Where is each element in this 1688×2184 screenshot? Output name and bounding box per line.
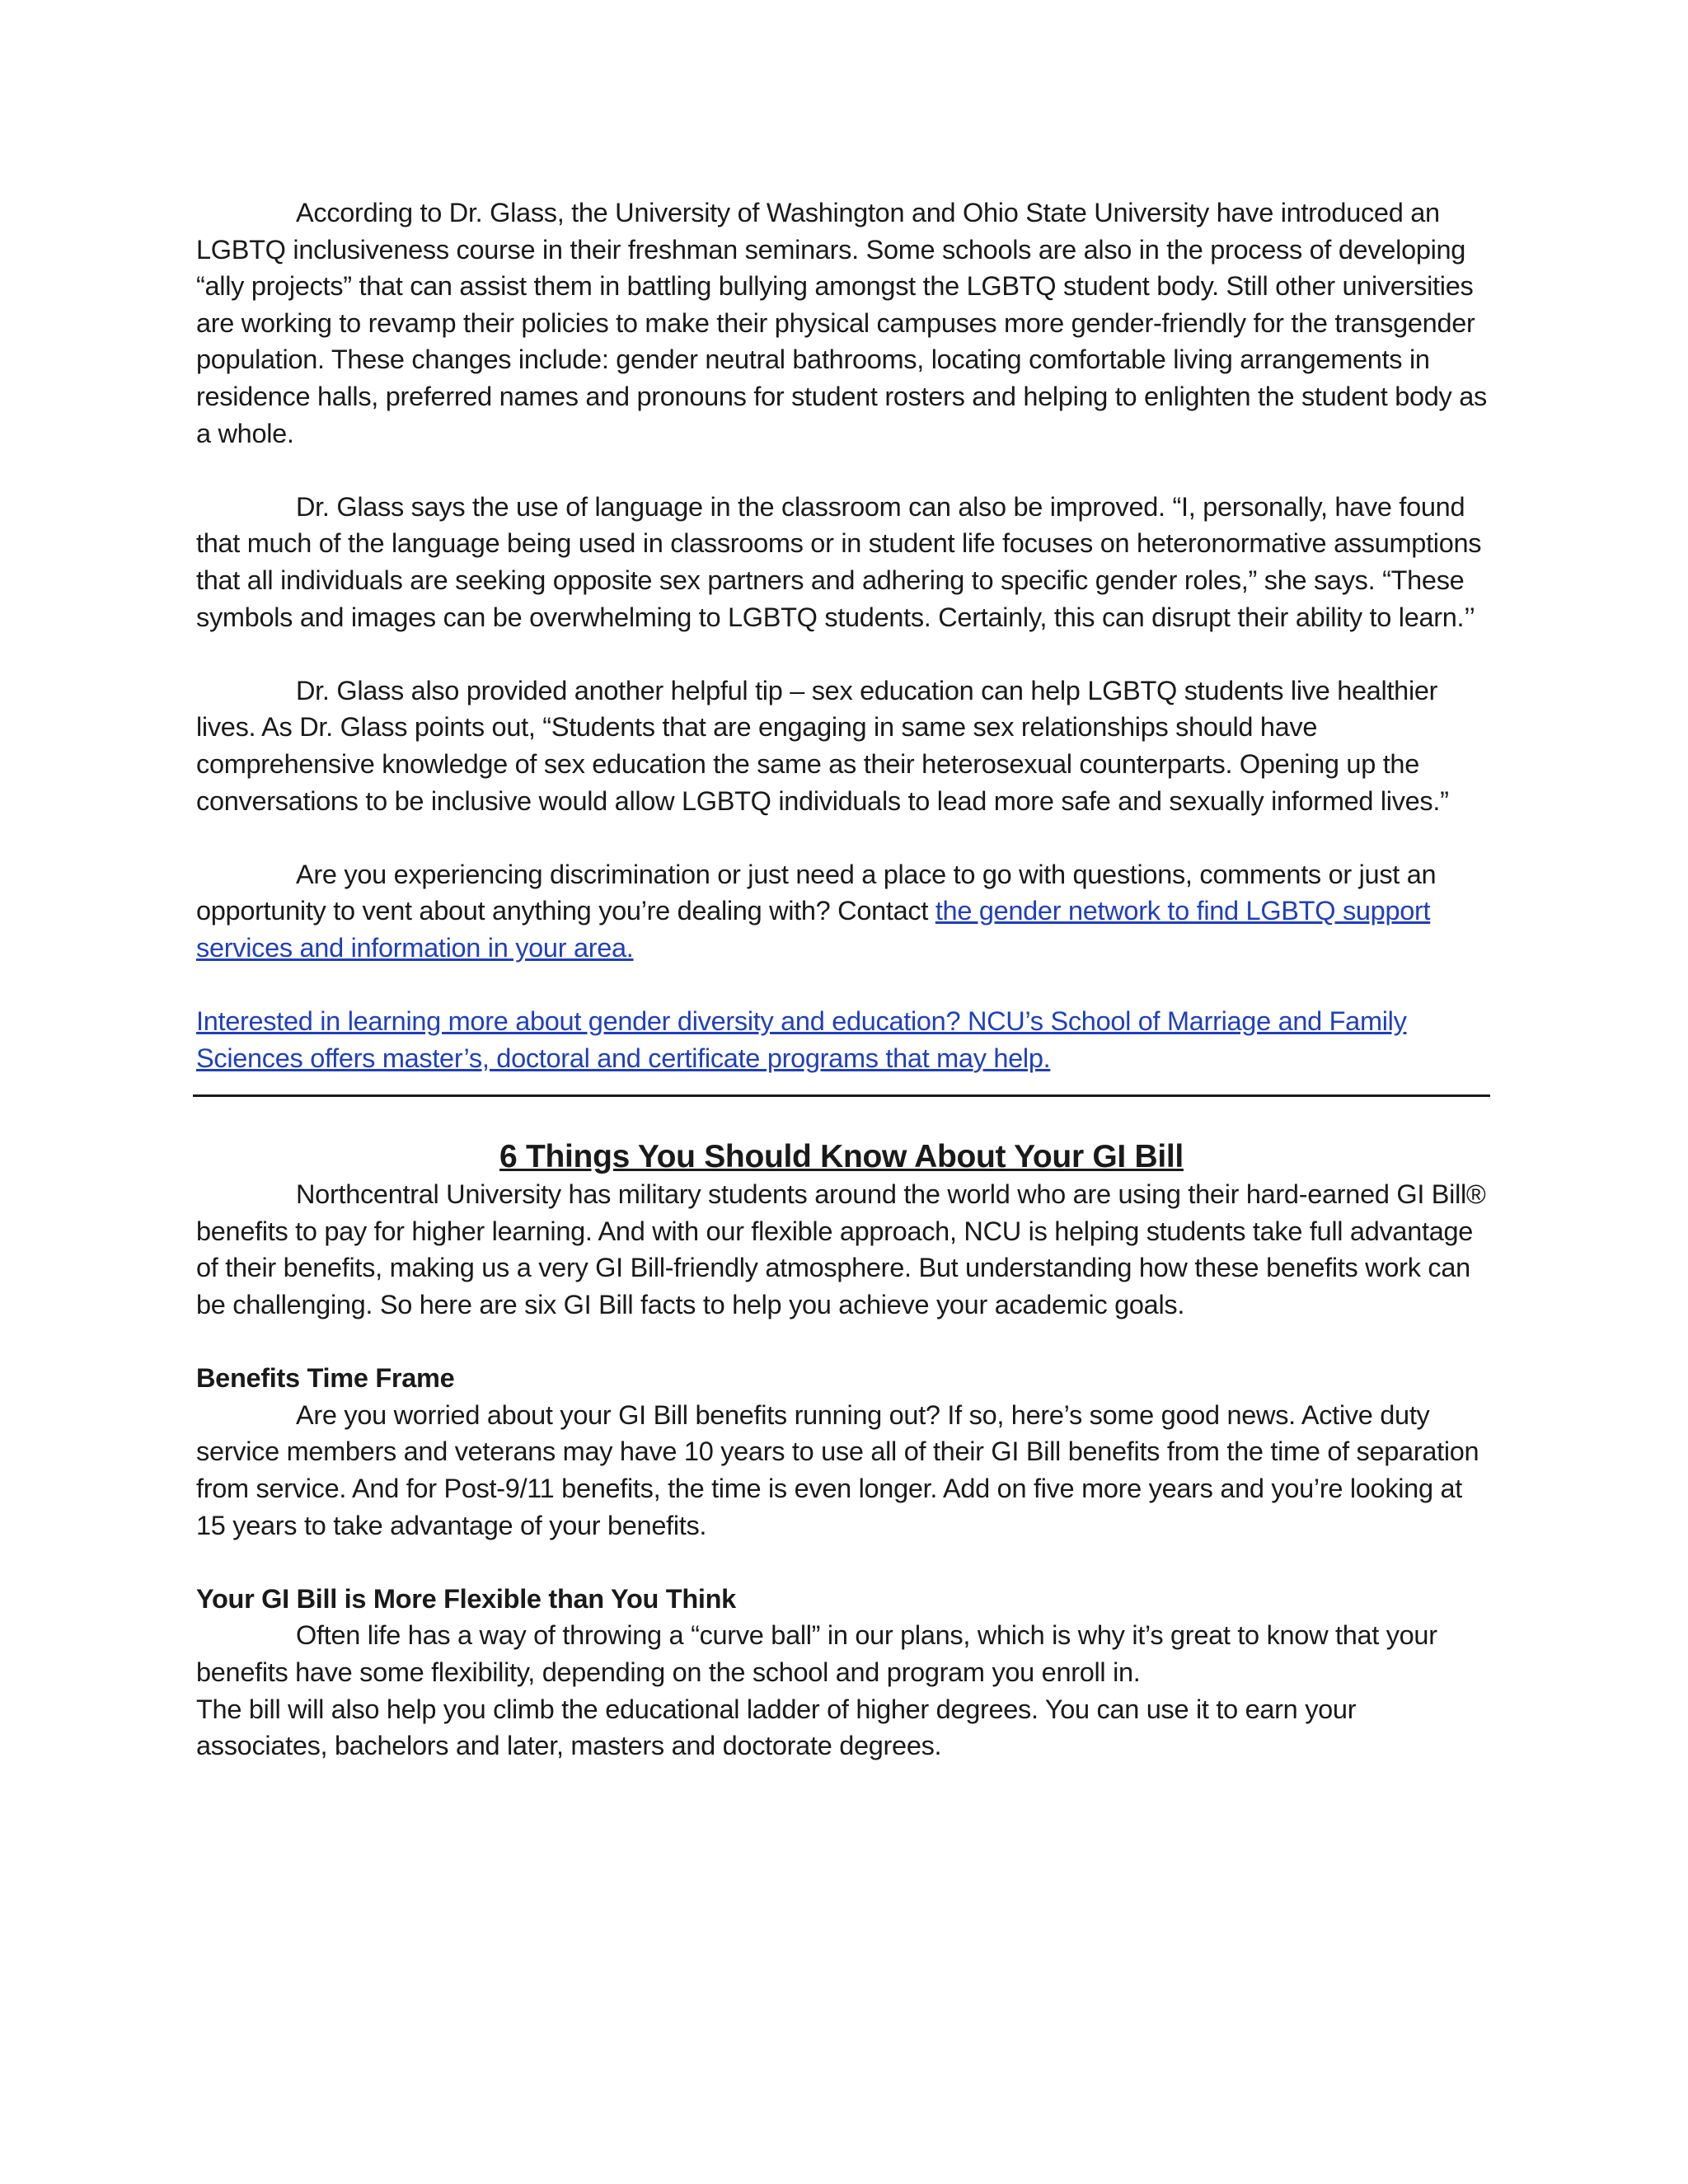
article-paragraph-4 [196,856,1487,967]
gi-bill-title: 6 Things You Should Know About Your GI Bill [499,1139,1184,1175]
gender-network-link[interactable]: the gender network to find LGBTQ support services and information in your area. [196,896,1431,963]
marriage-family-sciences-link[interactable]: Interested in learning more about gender diversity and education? NCU’s School of Marriage and Family Sciences offers master’s, doctoral and certificate programs that may help. [196,1006,1407,1073]
flexible-gi-bill-text-2: The bill will also help you climb the educational ladder of higher degrees. You can use it to earn your associates, bachelors and later, masters and doctorate degrees. [196,1694,1357,1761]
document-page [196,194,1487,1765]
article-paragraph-5 [196,1003,1487,1076]
benefits-time-frame-heading: Benefits Time Frame [196,1363,455,1394]
benefits-time-frame-text: Are you worried about your GI Bill benefits running out? If so, here’s some good news. Active duty service members and veterans may have 10 years to use all of their GI Bill benefits from the time of separation from service. And for Post-9/11 benefits, the time is even longer. Add on five more years and you’re looking at 15 years to take advantage of your benefits. [196,1399,1479,1540]
article-paragraph-2: Dr. Glass says the use of language in the classroom can also be improved. “I, personally, have found that much of the language being used in classrooms or in student life focuses on heteronormative assumptions that all individuals are seeking opposite sex partners and adhering to specific gender roles,” she says. “These symbols and images can be overwhelming to LGBTQ students. Certainly, this can disrupt their ability to learn.’’ [196,491,1482,632]
contact-text: Are you experiencing discrimination or just need a place to go with questions, comments or just an opportunity to vent about anything you’re dealing with? Contact [196,859,1437,926]
article-paragraph-1: According to Dr. Glass, the University of Washington and Ohio State University have introduced an LGBTQ inclusiveness course in their freshman seminars. Some schools are also in the process of developing “ally projects” that can assist them in battling bullying amongst the LGBTQ student body. Still other universities are working to revamp their policies to make their physical campuses more gender-friendly for the transgender population. These changes include: gender neutral bathrooms, locating comfortable living arrangements in residence halls, preferred names and pronouns for student rosters and helping to enlighten the student body as a whole. [196,198,1487,448]
article-paragraph-3: Dr. Glass also provided another helpful tip – sex education can help LGBTQ students live healthier lives. As Dr. Glass points out, “Students that are engaging in same sex relationships should have comprehensive knowledge of sex education the same as their heterosexual counterparts. Opening up the conversations to be inclusive would allow LGBTQ individuals to lead more safe and sexually informed lives.” [196,675,1449,816]
section-divider [193,1094,1490,1097]
flexible-gi-bill-heading: Your GI Bill is More Flexible than You Think [196,1583,736,1614]
flexible-gi-bill-text-1: Often life has a way of throwing a “curve ball” in our plans, which is why it’s great to know that your benefits have some flexibility, depending on the school and program you enroll in. [196,1620,1437,1687]
gi-bill-intro: Northcentral University has military students around the world who are using their hard-earned GI Bill® benefits to pay for higher learning. And with our flexible approach, NCU is helping students take full advantage of their benefits, making us a very GI Bill-friendly atmosphere. But understanding how these benefits work can be challenging. So here are six GI Bill facts to help you achieve your academic goals. [196,1179,1486,1320]
